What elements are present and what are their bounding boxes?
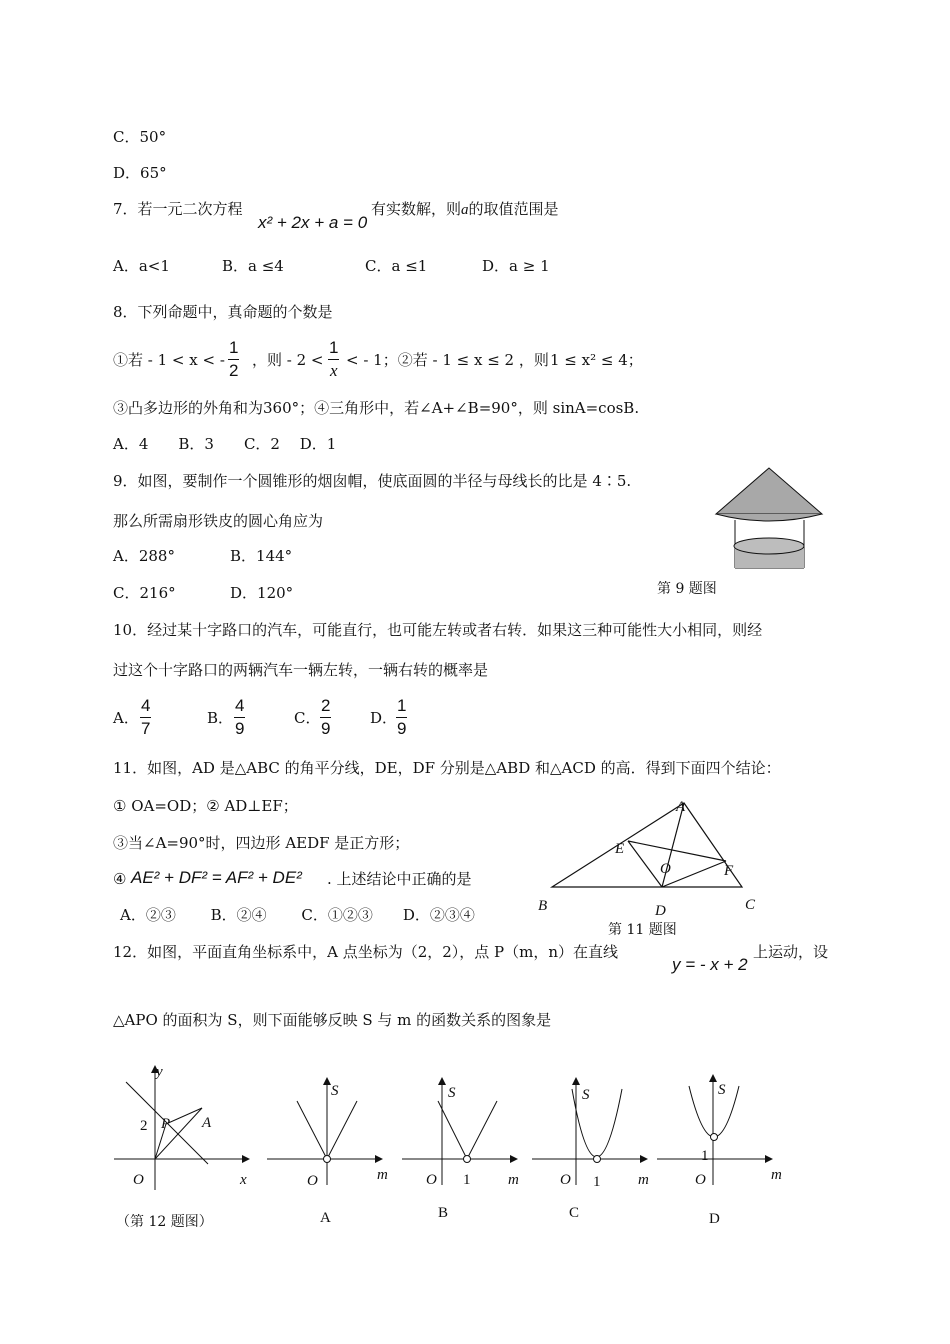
q12d-label-o: O [695,1172,706,1188]
q6-option-d: D．65° [113,164,167,182]
q11-label-b: B [538,898,548,914]
q12a-left-branch [297,1101,327,1159]
q12a-label-m: m [377,1167,388,1183]
q10-option-d-frac [396,695,407,740]
q12-label-o: O [133,1172,144,1188]
q12-x-arrow [242,1155,250,1163]
q10-d-den: 9 [397,719,407,738]
q11-conclusion-1: ① OA=OD；② AD⊥EF； [113,797,298,815]
q8-fraction-half [228,337,239,382]
q12-option-b-label: B [438,1205,449,1221]
q11-label-o: O [660,861,671,877]
q12b-label-o: O [426,1172,437,1188]
q12c-label-o: O [560,1172,571,1188]
q12b-open-point [464,1156,471,1163]
q12b-m-arrow [510,1155,518,1163]
q7-var: a [461,202,469,218]
q11-segment-df [662,861,726,887]
q7-stem-pre: 7．若一元二次方程 [113,200,243,218]
q11-caption: 第 11 题图 [608,922,677,938]
q7-stem-post [371,199,559,220]
q12-option-a-graph [265,1075,390,1195]
q12-stem-end: 上运动，设 [753,943,829,961]
q12c-open-point [594,1156,601,1163]
q8-f2-num: 1 [328,337,339,360]
q12a-right-branch [327,1101,357,1159]
q12-option-d-label: D [709,1211,720,1227]
q12a-label-o: O [307,1173,318,1189]
q10-option-b-frac [234,695,245,740]
q9-stem-2: 那么所需扇形铁皮的圆心角应为 [113,512,324,530]
q7-post-text-2: 的取值范围是 [468,200,559,218]
q8-stem: 8．下列命题中，真命题的个数是 [113,303,333,321]
q8-statement-1a: ①若 - 1 < x < - [113,351,225,369]
q10-stem-2: 过这个十字路口的两辆汽车一辆左转，一辆右转的概率是 [113,661,489,679]
q8-f1-num: 1 [228,337,239,360]
q12-label-y: y [156,1064,163,1080]
q12-label-x: x [240,1172,247,1188]
q10-c-num: 2 [320,695,331,718]
q12d-s-arrow [709,1074,717,1082]
q9-option-c: C．216° [113,584,176,602]
q12c-m-arrow [640,1155,648,1163]
q10-option-a-label: A． [113,709,139,727]
q9-pipe-rim [734,538,804,554]
q11-conclusion-3-tail: . 上述结论中正确的是 [327,870,472,888]
q10-c-den: 9 [321,719,331,738]
q12b-label-s: S [448,1085,456,1101]
q8-options: A．4 B．3 C．2 D．1 [113,435,337,453]
q12b-label-1: 1 [463,1172,471,1188]
q11-conclusion-3-equation: AE² + DF² = AF² + DE² [131,868,302,887]
q12-coordinate-figure [112,1060,262,1200]
q12d-open-point [711,1134,718,1141]
q8-statement-1c: < - 1；②若 - 1 ≤ x ≤ 2 ，则 [346,351,549,369]
q12-option-b-graph [400,1075,525,1195]
q8-statement-1d: 1 ≤ x² ≤ 4； [550,351,643,369]
q12c-label-m: m [638,1172,649,1188]
q10-d-num: 1 [396,695,407,718]
q11-triangle-figure [540,795,780,925]
q9-stem: 9．如图，要制作一个圆锥形的烟囱帽，使底面圆的半径与母线长的比是 4∶5. [113,472,632,490]
q7-option-d: D．a ≥ 1 [482,257,550,275]
q12a-m-arrow [375,1155,383,1163]
q11-segment-de [628,841,662,887]
q6-option-c: C．50° [113,128,167,146]
q8-fraction-inv-x [328,337,339,382]
q11-label-d: D [655,903,666,919]
q11-stem: 11．如图，AD 是△ABC 的角平分线，DE，DF 分别是△ABD 和△ACD 的高．得到下面四个结论： [113,759,781,777]
q9-cone-base [716,514,822,521]
q12c-s-arrow [572,1077,580,1085]
q12-option-d-graph [655,1072,785,1197]
q12d-m-arrow [765,1155,773,1163]
q12b-right-branch [467,1101,497,1159]
q12d-parabola [689,1086,739,1137]
q12b-s-arrow [438,1077,446,1085]
q12-label-p: P [161,1116,171,1132]
q12a-s-arrow [323,1077,331,1085]
q11-conclusion-2: ③当∠A=90°时，四边形 AEDF 是正方形； [113,834,410,852]
q12a-label-s: S [331,1083,339,1099]
q12-line-equation: y = - x + 2 [672,955,748,974]
q12d-label-s: S [718,1082,726,1098]
q12b-label-m: m [508,1172,519,1188]
q10-stem: 10．经过某十字路口的汽车，可能直行，也可能左转或者右转．如果这三种可能性大小相同，则经 [113,621,763,639]
q9-caption: 第 9 题图 [657,581,717,597]
q10-option-c-label: C． [294,709,321,727]
q12-stem-2: △APO 的面积为 S，则下面能够反映 S 与 m 的函数关系的图象是 [113,1011,552,1029]
q12c-parabola [572,1089,622,1157]
q7-equation: x² + 2x + a = 0 [258,213,368,232]
q11-label-f: F [724,863,734,879]
q12-figure-caption: （第 12 题图） [116,1214,213,1230]
q10-option-a-frac [140,695,151,740]
q8-statement-1b: ，则 - 2 < [252,351,324,369]
q12d-label-1: 1 [701,1148,709,1164]
q12-segment-pa [166,1108,202,1124]
q11-label-e: E [615,841,625,857]
q9-option-d: D．120° [230,584,294,602]
q12c-label-1: 1 [593,1174,601,1190]
q10-option-d-label: D． [370,709,398,727]
q8-f2-den: x [329,361,338,380]
q11-options: A．②③ B．②④ C．①②③ D．②③④ [120,906,475,924]
q12a-open-point [324,1156,331,1163]
q9-cone [716,468,822,514]
q11-label-a: A [676,799,686,815]
q10-b-num: 4 [234,695,245,718]
q10-a-den: 7 [141,719,151,738]
q11-label-c: C [745,897,756,913]
q12-option-a-label: A [320,1210,331,1226]
q12-stem: 12．如图，平面直角坐标系中，A 点坐标为（2，2），点 P（m，n）在直线 [113,943,619,961]
q7-option-c: C．a ≤1 [365,257,428,275]
q8-f1-den: 2 [229,361,239,380]
q9-option-b: B．144° [230,547,293,565]
q11-conclusion-3-mark: ④ [113,870,127,888]
q12-label-2: 2 [140,1118,148,1134]
q12-option-c-graph [530,1075,660,1195]
q12d-label-m: m [771,1167,782,1183]
q10-option-b-label: B． [207,709,234,727]
q7-stem [113,199,243,219]
q7-post-text: 有实数解，则 [371,200,462,218]
q12c-label-s: S [582,1087,590,1103]
q9-chimney-cap-figure [712,466,832,576]
q7-option-a: A．a<1 [113,257,170,275]
q10-option-c-frac [320,695,331,740]
q12-label-a: A [202,1115,212,1131]
q12-option-c-label: C [569,1205,580,1221]
q9-option-a: A．288° [113,547,175,565]
q11-segment-ef [628,841,726,861]
q8-statement-2: ③凸多边形的外角和为360°；④三角形中，若∠A+∠B=90°，则 sinA=cosB. [113,399,640,417]
q7-option-b: B．a ≤4 [222,257,284,275]
q10-b-den: 9 [235,719,245,738]
q10-a-num: 4 [140,695,151,718]
